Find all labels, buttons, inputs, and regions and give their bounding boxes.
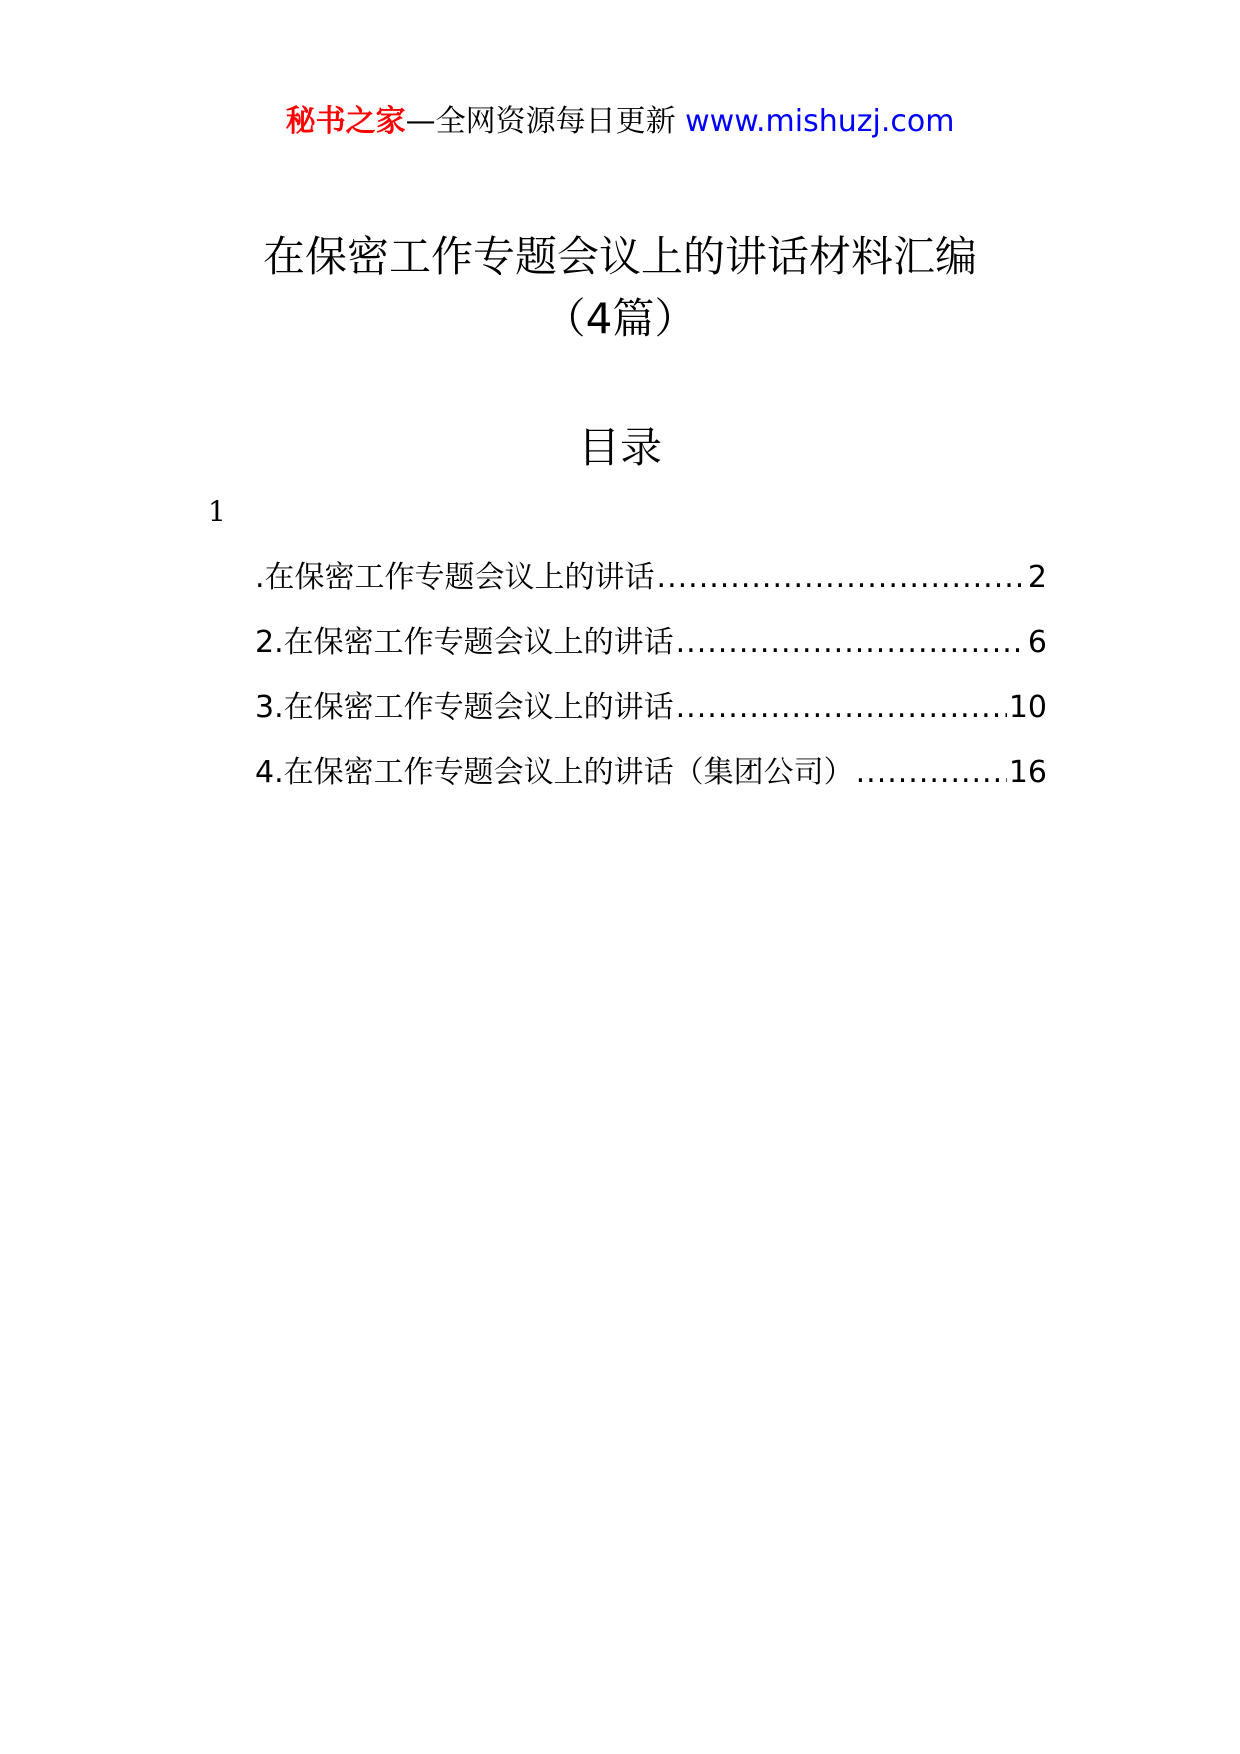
toc-list <box>255 556 1047 816</box>
toc-entry-label: 4.在保密工作专题会议上的讲话（集团公司） <box>255 755 854 790</box>
site-url-link[interactable]: www.mishuzj.com <box>685 104 955 139</box>
document-title <box>0 226 1240 350</box>
toc-entry-page: 6 <box>1027 625 1047 660</box>
toc-dot-leader <box>676 686 1007 730</box>
toc-dot-leader <box>657 556 1026 600</box>
toc-heading: 目录 <box>577 423 662 472</box>
toc-entry-1[interactable] <box>255 556 1047 621</box>
header-tagline: —全网资源每日更新 <box>405 104 686 139</box>
toc-dot-leader <box>856 751 1007 795</box>
toc-entry-label: 3.在保密工作专题会议上的讲话 <box>255 690 674 725</box>
site-header <box>0 100 1240 144</box>
toc-entry-label: 2.在保密工作专题会议上的讲话 <box>255 625 674 660</box>
toc-entry-page: 2 <box>1027 560 1047 595</box>
title-line-1: 在保密工作专题会议上的讲话材料汇编 <box>262 232 977 281</box>
toc-entry-page: 16 <box>1008 755 1047 790</box>
toc-entry-4[interactable] <box>255 751 1047 816</box>
title-line-2: （4篇） <box>543 294 697 343</box>
toc-number-marker: 1 <box>208 495 226 528</box>
toc-entry-2[interactable] <box>255 621 1047 686</box>
toc-dot-leader <box>676 621 1026 665</box>
toc-entry-page: 10 <box>1008 690 1047 725</box>
toc-entry-3[interactable] <box>255 686 1047 751</box>
brand-name: 秘书之家 <box>285 104 406 139</box>
toc-entry-label: .在保密工作专题会议上的讲话 <box>255 560 655 595</box>
